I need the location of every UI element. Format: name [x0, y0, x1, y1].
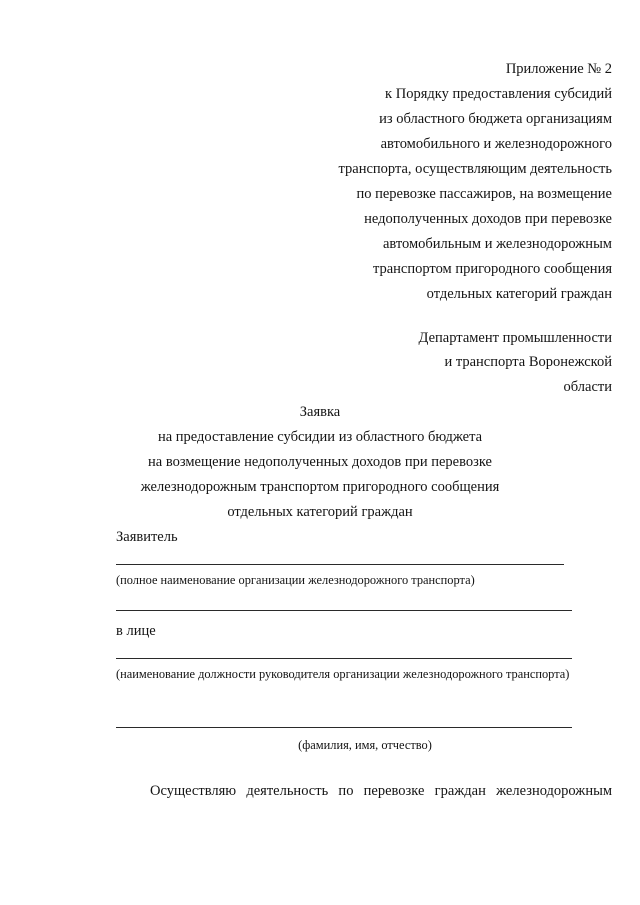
- appendix-line: из областного бюджета организациям: [379, 111, 612, 127]
- position-hint: (наименование должности руководителя организации железнодорожного транспорта): [116, 667, 570, 681]
- applicant-label: Заявитель: [116, 529, 178, 545]
- application-subtitle-line: на предоставление субсидии из областного бюджета: [157, 429, 483, 445]
- applicant-name-line[interactable]: [116, 564, 564, 565]
- in-person-label: в лице: [116, 623, 156, 639]
- appendix-title: Приложение № 2: [505, 61, 612, 77]
- appendix-line: транспортом пригородного сообщения: [372, 261, 612, 277]
- addressee-line: области: [563, 379, 612, 395]
- application-subtitle-line: на возмещение недополученных доходов при перевозке: [148, 454, 492, 470]
- body-paragraph: Осуществляю деятельность по перевозке граждан железнодорожным: [150, 783, 612, 799]
- fio-hint: (фамилия, имя, отчество): [298, 738, 432, 752]
- appendix-line: по перевозке пассажиров, на возмещение: [356, 186, 612, 202]
- position-line[interactable]: [116, 658, 572, 659]
- application-subtitle-line: отдельных категорий граждан: [227, 504, 413, 520]
- appendix-line: автомобильного и железнодорожного: [380, 136, 612, 152]
- addressee-line: Департамент промышленности: [418, 330, 612, 346]
- addressee-line: и транспорта Воронежской: [444, 354, 612, 370]
- fio-line[interactable]: [116, 727, 572, 728]
- application-subtitle-line: железнодорожным транспортом пригородного сообщения: [140, 479, 500, 495]
- appendix-line: транспорта, осуществляющим деятельность: [338, 161, 612, 177]
- applicant-name-line-2[interactable]: [116, 610, 572, 611]
- application-title: Заявка: [299, 404, 341, 420]
- appendix-line: к Порядку предоставления субсидий: [385, 86, 612, 102]
- appendix-line: отдельных категорий граждан: [426, 286, 612, 302]
- org-name-hint: (полное наименование организации железнодорожного транспорта): [116, 573, 475, 587]
- appendix-line: автомобильным и железнодорожным: [382, 236, 612, 252]
- appendix-line: недополученных доходов при перевозке: [364, 211, 612, 227]
